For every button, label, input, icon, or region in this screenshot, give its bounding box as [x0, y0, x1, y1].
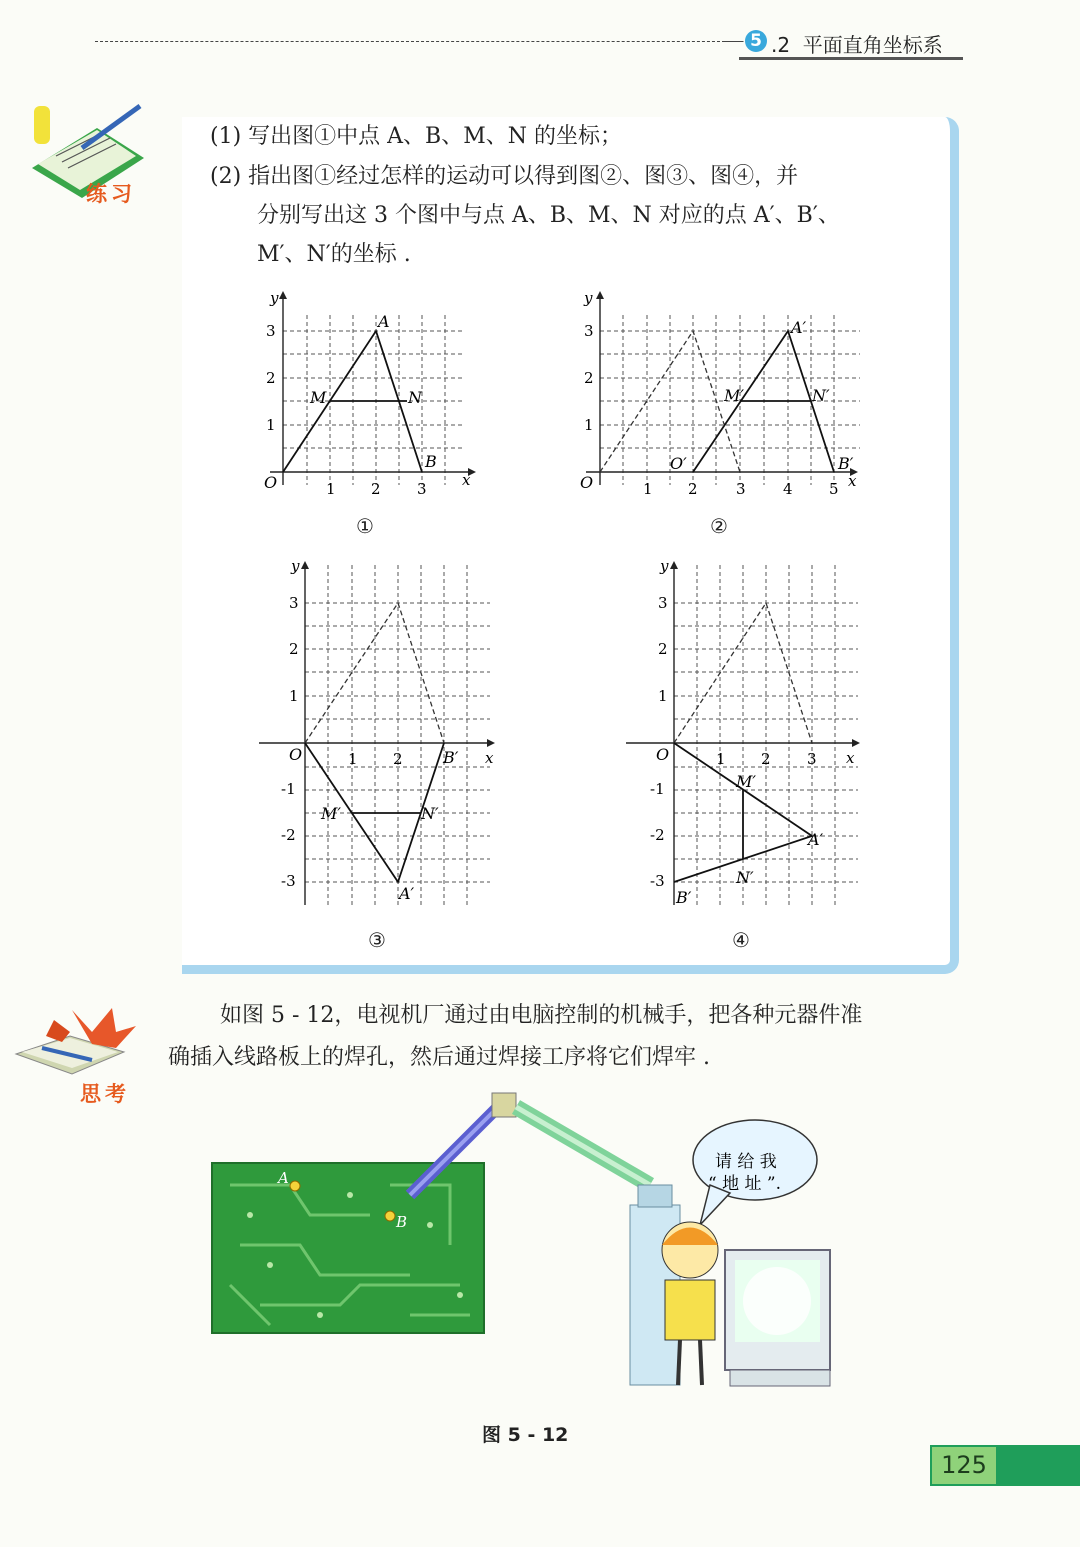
- y-tick-minus-3: -3: [281, 872, 296, 890]
- x-tick-1: 1: [326, 480, 336, 498]
- y-tick-minus-2: -2: [281, 826, 296, 844]
- board-point-a: A: [278, 1169, 289, 1187]
- y-tick-1: 1: [658, 687, 668, 705]
- y-tick-1: 1: [584, 416, 594, 434]
- y-tick-2: 2: [289, 640, 299, 658]
- x-tick-3: 3: [736, 480, 746, 498]
- y-tick-1: 1: [266, 416, 276, 434]
- point-m-prime-label: M′: [321, 804, 342, 823]
- think-label: 思考: [80, 1082, 130, 1106]
- graph-4: [622, 555, 872, 919]
- origin-label: O: [580, 473, 594, 492]
- y-tick-3: 3: [289, 594, 299, 612]
- y-tick-3: 3: [584, 322, 594, 340]
- figure-1-number: ①: [356, 514, 374, 538]
- origin-label: O: [264, 473, 278, 492]
- y-tick-2: 2: [584, 369, 594, 387]
- y-tick-2: 2: [658, 640, 668, 658]
- point-a-prime-label: A′: [791, 318, 807, 337]
- y-tick-2: 2: [266, 369, 276, 387]
- x-tick-1: 1: [348, 750, 358, 768]
- point-b-label: B: [425, 452, 437, 471]
- figure-4-number: ④: [732, 928, 750, 952]
- figure-caption: 图 5 - 12: [482, 1424, 569, 1446]
- speech-bubble-line-1: 请 给 我: [715, 1152, 777, 1172]
- x-tick-3: 3: [807, 750, 817, 768]
- x-tick-1: 1: [716, 750, 726, 768]
- point-a-prime-label: A′: [808, 830, 824, 849]
- page-number: 125: [932, 1447, 996, 1484]
- y-tick-minus-1: -1: [650, 780, 665, 798]
- y-tick-minus-1: -1: [281, 780, 296, 798]
- x-tick-2: 2: [371, 480, 381, 498]
- header-dashed-rule: [95, 41, 725, 42]
- question-2-line-3: M′、N′的坐标 .: [257, 242, 411, 267]
- point-n-label: N: [408, 388, 422, 407]
- figure-2-number: ②: [710, 514, 728, 538]
- y-axis-label: y: [660, 557, 669, 575]
- y-tick-minus-3: -3: [650, 872, 665, 890]
- question-2-line-1: (2) 指出图①经过怎样的运动可以得到图②、图③、图④，并: [210, 164, 799, 189]
- x-tick-4: 4: [783, 480, 793, 498]
- think-line-1: 如图 5 - 12，电视机厂通过由电脑控制的机械手，把各种元器件准: [220, 1003, 863, 1028]
- y-axis-label: y: [584, 289, 593, 307]
- section-number-badge: 5: [745, 30, 767, 52]
- x-axis-label: x: [848, 472, 857, 490]
- section-title: .2 平面直角坐标系: [771, 33, 943, 57]
- point-n-prime-label: N′: [812, 386, 830, 405]
- point-a-prime-label: A′: [399, 884, 415, 903]
- point-b-prime-label: B′: [838, 454, 854, 473]
- x-tick-1: 1: [643, 480, 653, 498]
- x-axis-label: x: [485, 749, 494, 767]
- point-b-prime-label: B′: [443, 748, 459, 767]
- point-m-prime-label: M′: [724, 386, 745, 405]
- figure-3-number: ③: [368, 928, 386, 952]
- x-axis-label: x: [846, 749, 855, 767]
- graph-1: [250, 285, 480, 504]
- speech-bubble-line-2: “ 地 址 ”.: [708, 1174, 781, 1194]
- point-b-prime-label: B′: [676, 888, 692, 907]
- y-axis-label: y: [291, 557, 300, 575]
- exercise-label: 练习: [86, 182, 136, 206]
- think-paragraph: [168, 995, 968, 1079]
- page-header: [95, 26, 965, 66]
- question-1: (1) 写出图①中点 A、B、M、N 的坐标；: [210, 124, 622, 149]
- origin-label: O: [656, 745, 670, 764]
- board-point-b: B: [396, 1213, 408, 1231]
- y-tick-3: 3: [658, 594, 668, 612]
- y-tick-3: 3: [266, 322, 276, 340]
- robot-arm-illustration: [210, 1085, 850, 1409]
- graph-3: [255, 555, 505, 919]
- point-m-prime-label: M′: [736, 772, 757, 791]
- y-axis-label: y: [270, 289, 279, 307]
- x-tick-3: 3: [417, 480, 427, 498]
- x-tick-2: 2: [393, 750, 403, 768]
- question-2-line-2: 分别写出这 3 个图中与点 A、B、M、N 对应的点 A′、B′、: [257, 203, 840, 228]
- x-axis-label: x: [462, 471, 471, 489]
- point-n-prime-label: N′: [421, 804, 439, 823]
- graph-2: [570, 285, 870, 504]
- point-a-label: A: [378, 312, 390, 331]
- think-line-2: 确插入线路板上的焊孔，然后通过焊接工序将它们焊牢 .: [168, 1045, 710, 1070]
- x-tick-5: 5: [829, 480, 839, 498]
- y-tick-minus-2: -2: [650, 826, 665, 844]
- point-n-prime-label: N′: [736, 868, 754, 887]
- point-m-label: M: [310, 388, 327, 407]
- y-tick-1: 1: [289, 687, 299, 705]
- point-o-prime-label: O′: [670, 454, 687, 473]
- x-tick-2: 2: [761, 750, 771, 768]
- x-tick-2: 2: [688, 480, 698, 498]
- origin-label: O: [289, 745, 303, 764]
